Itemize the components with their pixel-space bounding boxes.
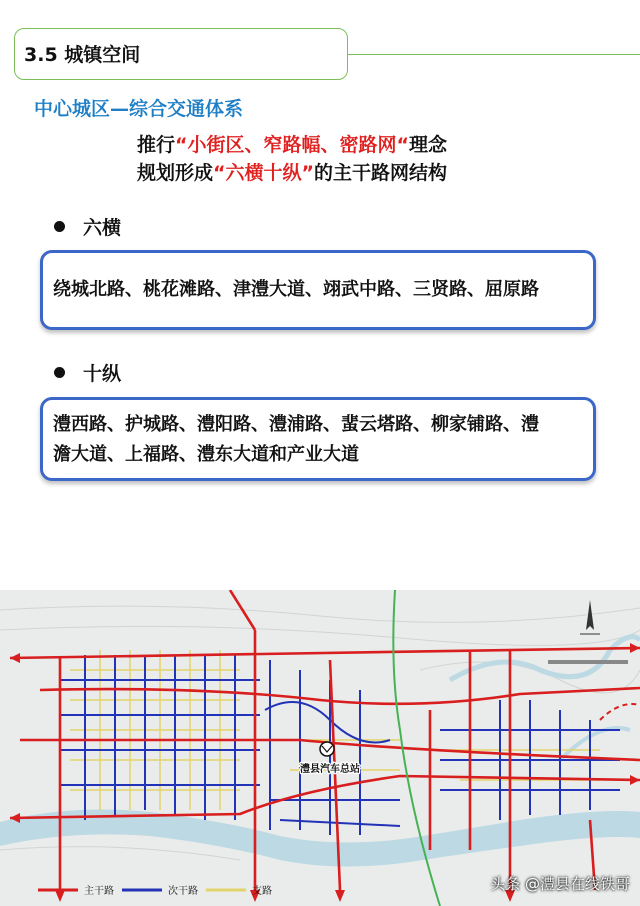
vertical-heading-text: 十纵 — [83, 363, 122, 385]
legend-main-label: 主干路 — [84, 886, 114, 897]
concept-line-2-suffix: 的主干路网结构 — [314, 162, 448, 184]
bus-station-icon — [320, 742, 334, 756]
legend-secondary-label: 次干路 — [168, 886, 198, 897]
horizontal-roads-box — [40, 250, 596, 330]
concept-line-2-prefix: 规划形成 — [137, 162, 214, 184]
road-network-map — [0, 590, 640, 906]
bullet-dot-icon — [54, 221, 65, 232]
vertical-roads-line-1: 澧西路、护城路、澧阳路、澧浦路、蜚云塔路、柳家铺路、澧 — [53, 414, 539, 435]
horizontal-roads-text: 绕城北路、桃花滩路、津澧大道、翊武中路、三贤路、屈原路 — [53, 279, 539, 300]
concept-line-2 — [137, 158, 447, 185]
concept-line-1-suffix: 理念 — [409, 134, 448, 156]
bullet-dot-icon — [54, 367, 65, 378]
vertical-roads-box — [40, 397, 596, 481]
watermark: 头条 @澧县在线铁哥 — [490, 875, 630, 893]
legend-branch-label: 支路 — [252, 886, 272, 897]
station-label: 澧县汽车总站 — [300, 764, 360, 775]
section-header-rule — [348, 54, 640, 55]
vertical-roads-line-2: 澹大道、上福路、澧东大道和产业大道 — [53, 444, 359, 465]
horizontal-heading — [54, 213, 121, 240]
subtitle: 中心城区—综合交通体系 — [34, 98, 244, 120]
concept-line-1-prefix: 推行 — [137, 134, 176, 156]
vertical-heading — [54, 359, 121, 386]
concept-line-1 — [137, 130, 447, 157]
horizontal-heading-text: 六横 — [83, 217, 122, 239]
concept-line-1-highlight: “小街区、窄路幅、密路网“ — [175, 134, 409, 156]
section-title: 3.5 城镇空间 — [24, 44, 141, 66]
concept-line-2-highlight: “六横十纵” — [213, 162, 314, 184]
scale-bar — [548, 660, 628, 664]
